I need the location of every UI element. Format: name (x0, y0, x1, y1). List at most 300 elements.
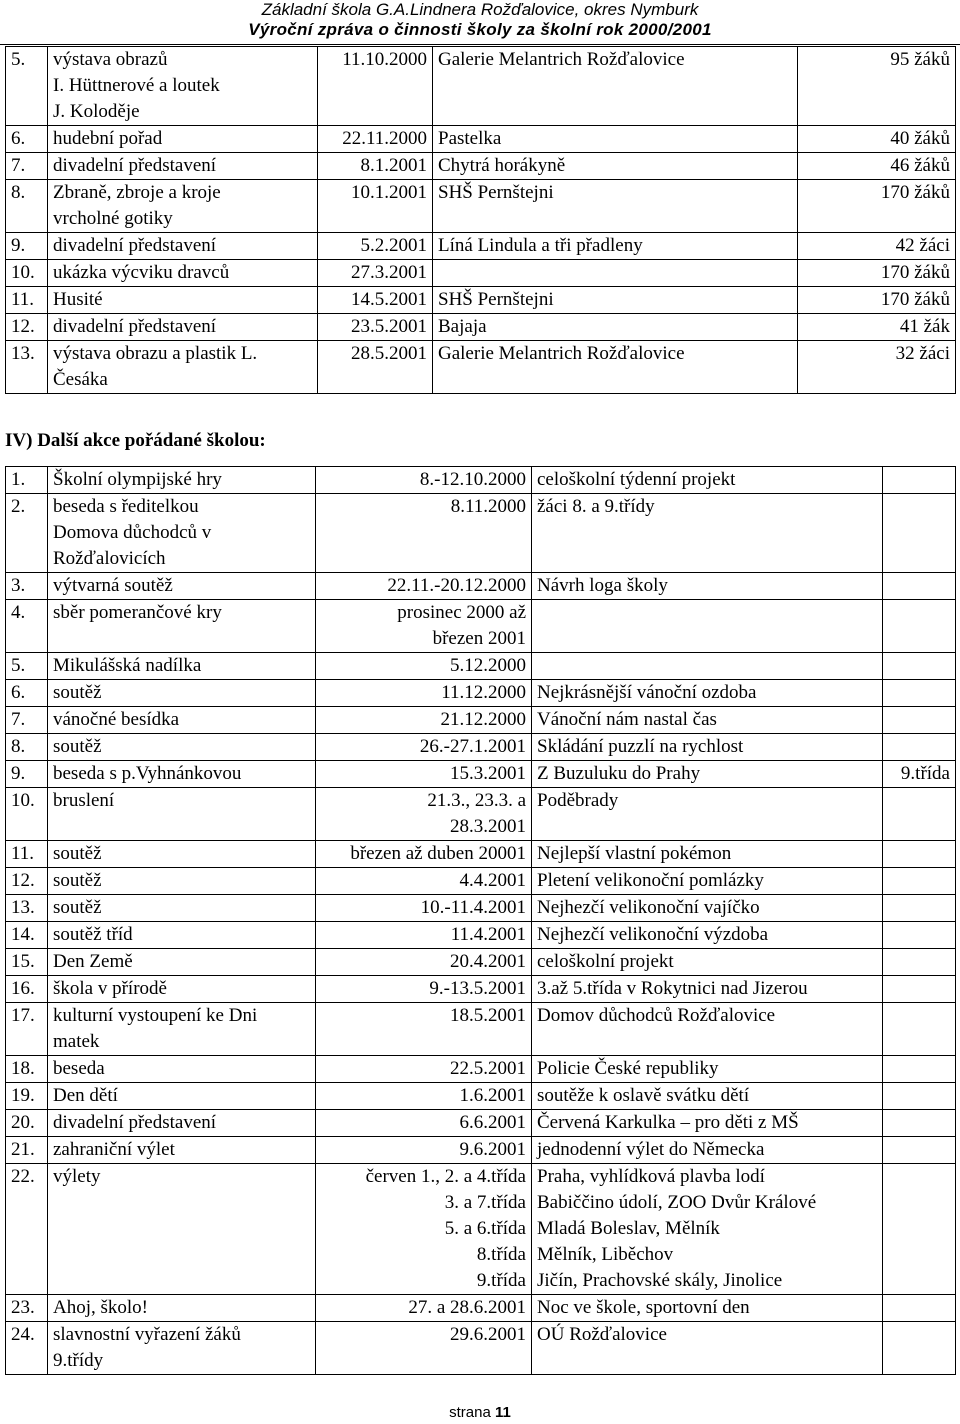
event-name (48, 180, 318, 233)
row-number: 2. (6, 494, 48, 573)
activity-name-line: matek (53, 1031, 100, 1052)
table-row (6, 895, 956, 922)
activity-name (48, 1110, 316, 1137)
activity-name (48, 1295, 316, 1322)
activity-name-line: slavnostní vyřazení žáků (53, 1324, 241, 1345)
activity-description (532, 976, 883, 1003)
activity-date (316, 949, 532, 976)
activity-class (883, 467, 956, 494)
activity-class (883, 734, 956, 761)
event-name-line: I. Hüttnerové a loutek (53, 75, 220, 96)
activity-description-line: celoškolní týdenní projekt (537, 469, 736, 490)
activity-name (48, 1322, 316, 1375)
row-number: 19. (6, 1083, 48, 1110)
activity-class (883, 600, 956, 653)
activity-class (883, 653, 956, 680)
event-name (48, 126, 318, 153)
activity-description (532, 868, 883, 895)
activity-date (316, 788, 532, 841)
row-number: 13. (6, 341, 48, 394)
activity-description-line: Policie České republiky (537, 1058, 719, 1079)
activity-description-line: jednodenní výlet do Německa (537, 1139, 765, 1160)
activity-name (48, 494, 316, 573)
event-date: 23.5.2001 (318, 314, 433, 341)
table-row (6, 47, 956, 126)
event-date: 27.3.2001 (318, 260, 433, 287)
page-footer (0, 1404, 960, 1421)
activity-name-line: Den dětí (53, 1085, 118, 1106)
row-number: 10. (6, 788, 48, 841)
activity-name-line: vánočné besídka (53, 709, 180, 730)
activity-description-line: Nejkrásnější vánoční ozdoba (537, 682, 757, 703)
row-number: 5. (6, 653, 48, 680)
student-count: 32 žáci (798, 341, 956, 394)
event-name (48, 233, 318, 260)
activity-class (883, 949, 956, 976)
activity-description (532, 467, 883, 494)
activity-name-line: výtvarná soutěž (53, 575, 173, 596)
activity-description-line: Nejlepší vlastní pokémon (537, 843, 732, 864)
activity-description-line: Vánoční nám nastal čas (537, 709, 717, 730)
activity-name (48, 1164, 316, 1295)
event-place: Pastelka (433, 126, 798, 153)
activity-name-line: soutěž tříd (53, 924, 133, 945)
activity-date-line: 9.třída (476, 1270, 526, 1291)
activity-description (532, 922, 883, 949)
activity-date-line: červen 1., 2. a 4.třída (365, 1166, 526, 1187)
activity-class: 9.třída (883, 761, 956, 788)
activity-description-line: soutěže k oslavě svátku dětí (537, 1085, 750, 1106)
table-row (6, 734, 956, 761)
table-row (6, 341, 956, 394)
activity-class (883, 841, 956, 868)
activity-date-line: 27. a 28.6.2001 (408, 1297, 526, 1318)
row-number: 14. (6, 922, 48, 949)
activity-class (883, 868, 956, 895)
activity-date-line: 29.6.2001 (450, 1324, 526, 1345)
table-row (6, 260, 956, 287)
activity-class (883, 1083, 956, 1110)
activity-date-line: 4.4.2001 (459, 870, 526, 891)
activity-name (48, 895, 316, 922)
activity-description (532, 1110, 883, 1137)
event-name-line: Husité (53, 289, 103, 310)
activity-date-line: 5.12.2000 (450, 655, 526, 676)
activity-name (48, 653, 316, 680)
activity-name (48, 868, 316, 895)
activity-date (316, 976, 532, 1003)
activity-description (532, 949, 883, 976)
student-count: 41 žák (798, 314, 956, 341)
activity-name (48, 788, 316, 841)
table-row (6, 949, 956, 976)
table-row (6, 1110, 956, 1137)
activity-class (883, 707, 956, 734)
event-name-line: divadelní představení (53, 235, 217, 256)
activity-name-line: soutěž (53, 897, 102, 918)
activity-date (316, 1295, 532, 1322)
row-number: 10. (6, 260, 48, 287)
activity-description (532, 494, 883, 573)
activity-description-line: Nejhezčí velikonoční výzdoba (537, 924, 769, 945)
activity-class (883, 788, 956, 841)
event-name-line: ukázka výcviku dravců (53, 262, 230, 283)
section-title: IV) Další akce pořádané školou: (5, 430, 266, 451)
activity-date-line: 1.6.2001 (459, 1085, 526, 1106)
table-row (6, 707, 956, 734)
table-row (6, 1003, 956, 1056)
activity-class (883, 895, 956, 922)
row-number: 24. (6, 1322, 48, 1375)
event-name (48, 153, 318, 180)
activity-name-line: Den Země (53, 951, 133, 972)
row-number: 8. (6, 180, 48, 233)
row-number: 7. (6, 153, 48, 180)
activity-name-line: Ahoj, školo! (53, 1297, 148, 1318)
activity-date (316, 841, 532, 868)
header-divider (0, 44, 960, 45)
activity-description-line: Skládání puzzlí na rychlost (537, 736, 744, 757)
row-number: 1. (6, 467, 48, 494)
activity-description-line: Noc ve škole, sportovní den (537, 1297, 750, 1318)
activity-description (532, 573, 883, 600)
activity-date (316, 680, 532, 707)
activity-name (48, 1083, 316, 1110)
event-date: 5.2.2001 (318, 233, 433, 260)
row-number: 23. (6, 1295, 48, 1322)
activity-name-line: škola v přírodě (53, 978, 167, 999)
event-name-line: Česáka (53, 369, 108, 390)
activity-date-line: 21.3., 23.3. a (427, 790, 526, 811)
activity-description (532, 734, 883, 761)
row-number: 3. (6, 573, 48, 600)
event-name (48, 47, 318, 126)
student-count: 170 žáků (798, 180, 956, 233)
table-row (6, 1322, 956, 1375)
event-name-line: J. Koloděje (53, 101, 140, 122)
activity-date-line: 10.-11.4.2001 (420, 897, 526, 918)
activity-date-line: 6.6.2001 (459, 1112, 526, 1133)
activity-date (316, 1137, 532, 1164)
activity-date-line: 9.6.2001 (459, 1139, 526, 1160)
activity-date (316, 895, 532, 922)
activity-description (532, 680, 883, 707)
row-number: 21. (6, 1137, 48, 1164)
activity-name-line: kulturní vystoupení ke Dni (53, 1005, 258, 1026)
event-name (48, 341, 318, 394)
header-report-title: Výroční zpráva o činnosti školy za školní rok 2000/2001 (248, 20, 712, 39)
activity-description (532, 895, 883, 922)
activity-description-line: Babiččino údolí, ZOO Dvůr Králové (537, 1192, 817, 1213)
event-place (433, 260, 798, 287)
activity-date-line: 11.12.2000 (441, 682, 526, 703)
event-place: Líná Lindula a tři přadleny (433, 233, 798, 260)
activity-name (48, 922, 316, 949)
activity-class (883, 1137, 956, 1164)
activity-description-line: Domov důchodců Rožďalovice (537, 1005, 776, 1026)
activity-class (883, 922, 956, 949)
activity-name (48, 600, 316, 653)
activity-date (316, 1003, 532, 1056)
activity-date-line: 26.-27.1.2001 (419, 736, 526, 757)
event-date: 10.1.2001 (318, 180, 433, 233)
row-number: 8. (6, 734, 48, 761)
activity-name-line: divadelní představení (53, 1112, 217, 1133)
row-number: 9. (6, 761, 48, 788)
activity-name-line: 9.třídy (53, 1350, 104, 1371)
table-row (6, 573, 956, 600)
activity-date-line: 18.5.2001 (450, 1005, 526, 1026)
activity-name-line: Domova důchodců v (53, 522, 212, 543)
activity-description-line: 3.až 5.třída v Rokytnici nad Jizerou (537, 978, 808, 999)
activity-date-line: 9.-13.5.2001 (429, 978, 526, 999)
activity-date-line: prosinec 2000 až (397, 602, 526, 623)
activity-date (316, 1110, 532, 1137)
activity-description (532, 653, 883, 680)
event-name-line: výstava obrazů (53, 49, 168, 70)
event-date: 14.5.2001 (318, 287, 433, 314)
row-number: 15. (6, 949, 48, 976)
activity-name-line: zahraniční výlet (53, 1139, 175, 1160)
activity-description-line: OÚ Rožďalovice (537, 1324, 667, 1345)
activity-date (316, 707, 532, 734)
activity-name-line: Školní olympijské hry (53, 469, 222, 490)
activity-name-line: soutěž (53, 870, 102, 891)
activity-date-line: 8.11.2000 (450, 496, 526, 517)
activity-description-line: žáci 8. a 9.třídy (537, 496, 655, 517)
activity-name (48, 1056, 316, 1083)
activity-class (883, 976, 956, 1003)
table-row (6, 680, 956, 707)
table-row (6, 314, 956, 341)
activity-date-line: 8.-12.10.2000 (419, 469, 526, 490)
activity-date (316, 1322, 532, 1375)
row-number: 11. (6, 287, 48, 314)
event-date: 22.11.2000 (318, 126, 433, 153)
activity-description (532, 1295, 883, 1322)
activity-name (48, 707, 316, 734)
activity-date (316, 1083, 532, 1110)
activity-date-line: březen až duben 20001 (350, 843, 526, 864)
activity-description-line (537, 600, 877, 626)
table-row (6, 467, 956, 494)
activity-date (316, 922, 532, 949)
page-number: 11 (495, 1404, 511, 1421)
table-row (6, 1164, 956, 1295)
activity-description-line: Nejhezčí velikonoční vajíčko (537, 897, 760, 918)
activity-class (883, 1322, 956, 1375)
student-count: 46 žáků (798, 153, 956, 180)
activity-date (316, 1164, 532, 1295)
activity-date-line: 15.3.2001 (450, 763, 526, 784)
activity-description-line: Poděbrady (537, 790, 619, 811)
activity-description (532, 788, 883, 841)
table-row (6, 233, 956, 260)
activity-date (316, 868, 532, 895)
activity-description (532, 1003, 883, 1056)
activity-name-line: bruslení (53, 790, 115, 811)
row-number: 18. (6, 1056, 48, 1083)
event-name (48, 314, 318, 341)
activity-description-line: Mělník, Liběchov (537, 1244, 674, 1265)
activity-name (48, 949, 316, 976)
row-number: 5. (6, 47, 48, 126)
activity-date-line: 21.12.2000 (440, 709, 526, 730)
activity-date (316, 1056, 532, 1083)
header-school-name: Základní škola G.A.Lindnera Rožďalovice, okres Nymburk (261, 0, 699, 19)
table-row (6, 841, 956, 868)
row-number: 17. (6, 1003, 48, 1056)
activity-name-line: soutěž (53, 736, 102, 757)
activity-date-line: 20.4.2001 (450, 951, 526, 972)
activity-name (48, 841, 316, 868)
row-number: 9. (6, 233, 48, 260)
activity-name-line: beseda s ředitelkou (53, 496, 199, 517)
activity-name (48, 1137, 316, 1164)
activity-description-line: celoškolní projekt (537, 951, 674, 972)
row-number: 6. (6, 126, 48, 153)
event-date: 28.5.2001 (318, 341, 433, 394)
activity-date (316, 467, 532, 494)
activity-name-line: beseda s p.Vyhnánkovou (53, 763, 242, 784)
activity-name (48, 761, 316, 788)
table-row (6, 1083, 956, 1110)
event-name-line: vrcholné gotiky (53, 208, 173, 229)
activity-name (48, 467, 316, 494)
activity-description-line: Pletení velikonoční pomlázky (537, 870, 764, 891)
activity-name (48, 734, 316, 761)
student-count: 95 žáků (798, 47, 956, 126)
event-date: 11.10.2000 (318, 47, 433, 126)
table-row (6, 126, 956, 153)
activity-name (48, 976, 316, 1003)
event-name-line: výstava obrazu a plastik L. (53, 343, 258, 364)
activity-class (883, 1164, 956, 1295)
table-row (6, 287, 956, 314)
table-row (6, 976, 956, 1003)
table-row (6, 653, 956, 680)
activity-date-line: 22.5.2001 (450, 1058, 526, 1079)
event-name-line: divadelní představení (53, 155, 217, 176)
activity-class (883, 1295, 956, 1322)
event-place: SHŠ Pernštejni (433, 180, 798, 233)
event-place: Chytrá horákyně (433, 153, 798, 180)
activity-name-line: Mikulášská nadílka (53, 655, 202, 676)
row-number: 7. (6, 707, 48, 734)
activity-name-line: soutěž (53, 843, 102, 864)
table-row (6, 1137, 956, 1164)
activity-description-line: Jičín, Prachovské skály, Jinolice (537, 1270, 783, 1291)
activity-date (316, 653, 532, 680)
activity-date (316, 494, 532, 573)
table-row (6, 180, 956, 233)
table-row (6, 788, 956, 841)
row-number: 16. (6, 976, 48, 1003)
activity-name-line: soutěž (53, 682, 102, 703)
footer-label: strana (449, 1404, 491, 1421)
activity-name (48, 1003, 316, 1056)
activity-date (316, 761, 532, 788)
activity-description (532, 1322, 883, 1375)
activity-description-line (537, 653, 877, 679)
table-row (6, 922, 956, 949)
activity-date-line: 8.třída (476, 1244, 526, 1265)
table-row (6, 761, 956, 788)
events-table-2 (5, 466, 956, 1375)
student-count: 42 žáci (798, 233, 956, 260)
table-row (6, 1056, 956, 1083)
activity-description-line: Praha, vyhlídková plavba lodí (537, 1166, 765, 1187)
activity-class (883, 1110, 956, 1137)
row-number: 12. (6, 314, 48, 341)
activity-name-line: Rožďalovicích (53, 548, 166, 569)
activity-description-line: Návrh loga školy (537, 575, 668, 596)
event-name-line: Zbraně, zbroje a kroje (53, 182, 221, 203)
activity-description (532, 1083, 883, 1110)
activity-date-line: 28.3.2001 (450, 816, 526, 837)
activity-description (532, 841, 883, 868)
student-count: 170 žáků (798, 260, 956, 287)
activity-description-line: Červená Karkulka – pro děti z MŠ (537, 1112, 799, 1133)
activity-class (883, 494, 956, 573)
activity-description (532, 600, 883, 653)
table-row (6, 1295, 956, 1322)
activity-description (532, 761, 883, 788)
table-row (6, 494, 956, 573)
activity-description (532, 1137, 883, 1164)
activity-date-line: 3. a 7.třída (444, 1192, 526, 1213)
activity-date-line: 5. a 6.třída (444, 1218, 526, 1239)
event-name-line: divadelní představení (53, 316, 217, 337)
row-number: 6. (6, 680, 48, 707)
table-row (6, 868, 956, 895)
student-count: 170 žáků (798, 287, 956, 314)
activity-date (316, 573, 532, 600)
event-name-line: hudební pořad (53, 128, 163, 149)
student-count: 40 žáků (798, 126, 956, 153)
activity-description-line: Z Buzuluku do Prahy (537, 763, 701, 784)
activity-date (316, 600, 532, 653)
activity-class (883, 1056, 956, 1083)
event-place: SHŠ Pernštejni (433, 287, 798, 314)
events-table-1 (5, 46, 956, 394)
activity-name-line: beseda (53, 1058, 105, 1079)
row-number: 20. (6, 1110, 48, 1137)
table-row (6, 153, 956, 180)
activity-class (883, 680, 956, 707)
activity-description (532, 1164, 883, 1295)
row-number: 12. (6, 868, 48, 895)
event-place: Bajaja (433, 314, 798, 341)
event-date: 8.1.2001 (318, 153, 433, 180)
activity-description (532, 1056, 883, 1083)
activity-name-line: sběr pomerančové kry (53, 602, 222, 623)
activity-date (316, 734, 532, 761)
row-number: 4. (6, 600, 48, 653)
activity-description-line: Mladá Boleslav, Mělník (537, 1218, 720, 1239)
activity-description (532, 707, 883, 734)
event-place: Galerie Melantrich Rožďalovice (433, 47, 798, 126)
event-name (48, 287, 318, 314)
activity-date-line: 11.4.2001 (450, 924, 526, 945)
activity-class (883, 573, 956, 600)
row-number: 22. (6, 1164, 48, 1295)
row-number: 11. (6, 841, 48, 868)
activity-name (48, 680, 316, 707)
table-row (6, 600, 956, 653)
event-place: Galerie Melantrich Rožďalovice (433, 341, 798, 394)
event-name (48, 260, 318, 287)
